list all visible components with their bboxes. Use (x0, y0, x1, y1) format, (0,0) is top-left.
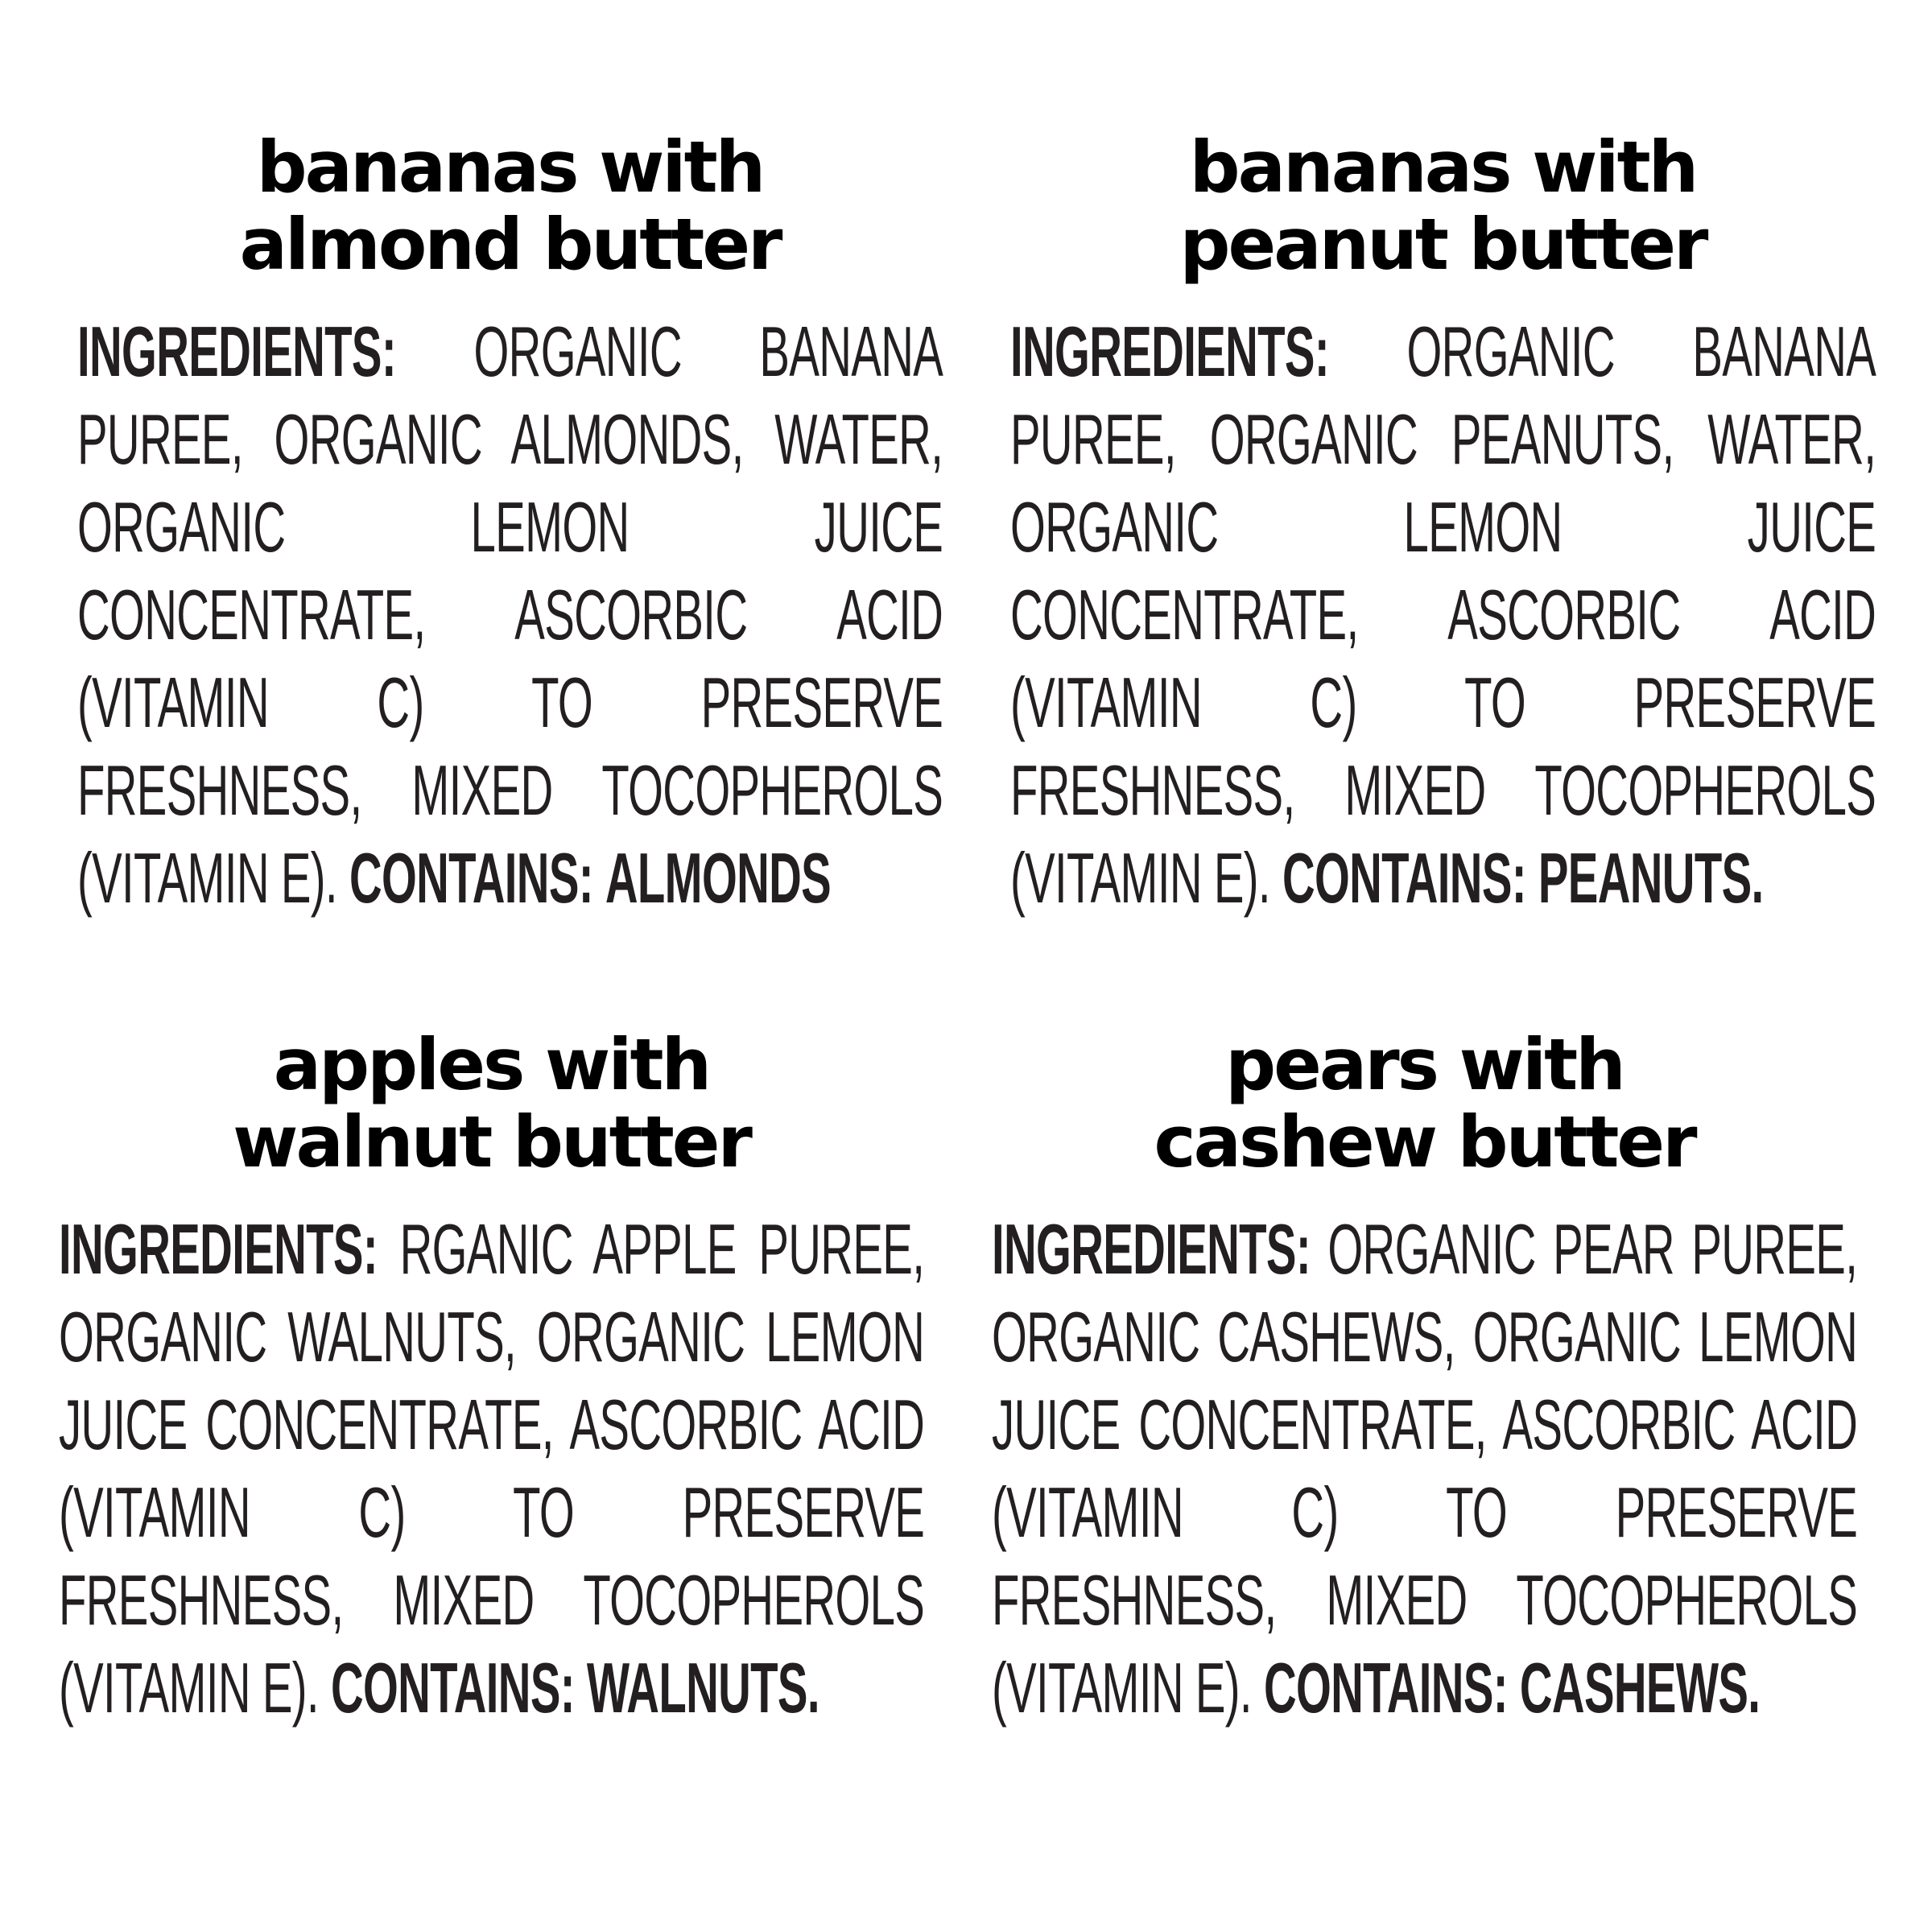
ingredients-label: INGREDIENTS: (1010, 312, 1329, 391)
ingredients-label: INGREDIENTS: (77, 312, 396, 391)
product-title-line-1: pears with (1225, 1023, 1624, 1106)
product-title-line-2: peanut butter (1179, 203, 1707, 286)
contains-label: CONTAINS: (330, 1648, 575, 1728)
label-panel-peanut (1010, 126, 1876, 922)
product-title (77, 126, 943, 286)
label-panel-walnut (59, 1023, 925, 1732)
ingredients-text: ORGANIC BANANA PUREE, ORGANIC PEANUTS, WATER, ORGANIC LEMON JUICE CONCENTRATE, ASCORBIC ACID (VITAMIN C) TO PRESERVE FRESHNESS, MIXED TOCOPHEROLS (VITAMIN E). (1010, 312, 1876, 918)
product-title (59, 1023, 924, 1183)
product-title-line-1: bananas with (256, 126, 764, 208)
product-title (992, 1023, 1857, 1183)
contains-value: CASHEWS. (1519, 1648, 1761, 1728)
product-title-line-2: almond butter (239, 203, 781, 286)
product-title-line-2: cashew butter (1154, 1100, 1695, 1183)
product-title-line-1: apples with (273, 1023, 710, 1106)
product-title-line-2: walnut butter (233, 1100, 750, 1183)
ingredients-block (1010, 308, 1876, 922)
ingredients-text: ORGANIC BANANA PUREE, ORGANIC ALMONDS, WATER, ORGANIC LEMON JUICE CONCENTRATE, ASCORBIC ACID (VITAMIN C) TO PRESERVE FRESHNESS, MIXED TOCOPHEROLS (VITAMIN E). (77, 312, 943, 918)
contains-value: ALMONDS (605, 838, 832, 918)
contains-value: PEANUTS. (1538, 838, 1764, 918)
product-title (1010, 126, 1876, 286)
ingredients-block (59, 1205, 924, 1732)
contains-label: CONTAINS: (349, 838, 593, 918)
product-title-line-1: bananas with (1189, 126, 1697, 208)
contains-value: WALNUTS. (586, 1648, 819, 1728)
ingredients-label: INGREDIENTS: (59, 1209, 378, 1289)
ingredients-text: RGANIC APPLE PUREE, ORGANIC WALNUTS, ORGANIC LEMON JUICE CONCENTRATE, ASCORBIC ACID (VITAMIN C) TO PRESERVE FRESHNESS, MIXED TOCOPHEROLS (VITAMIN E). (59, 1209, 925, 1728)
ingredients-block (77, 308, 943, 922)
ingredients-text: ORGANIC PEAR PUREE, ORGANIC CASHEWS, ORGANIC LEMON JUICE CONCENTRATE, ASCORBIC ACID (VITAMIN C) TO PRESERVE FRESHNESS, MIXED TOCOPHEROLS (VITAMIN E). (992, 1209, 1858, 1728)
label-panel-almond (77, 126, 943, 922)
ingredients-block (992, 1205, 1857, 1732)
ingredients-label: INGREDIENTS: (992, 1209, 1311, 1289)
contains-label: CONTAINS: (1263, 1648, 1508, 1728)
label-panel-cashew (992, 1023, 1858, 1732)
contains-label: CONTAINS: (1282, 838, 1526, 918)
